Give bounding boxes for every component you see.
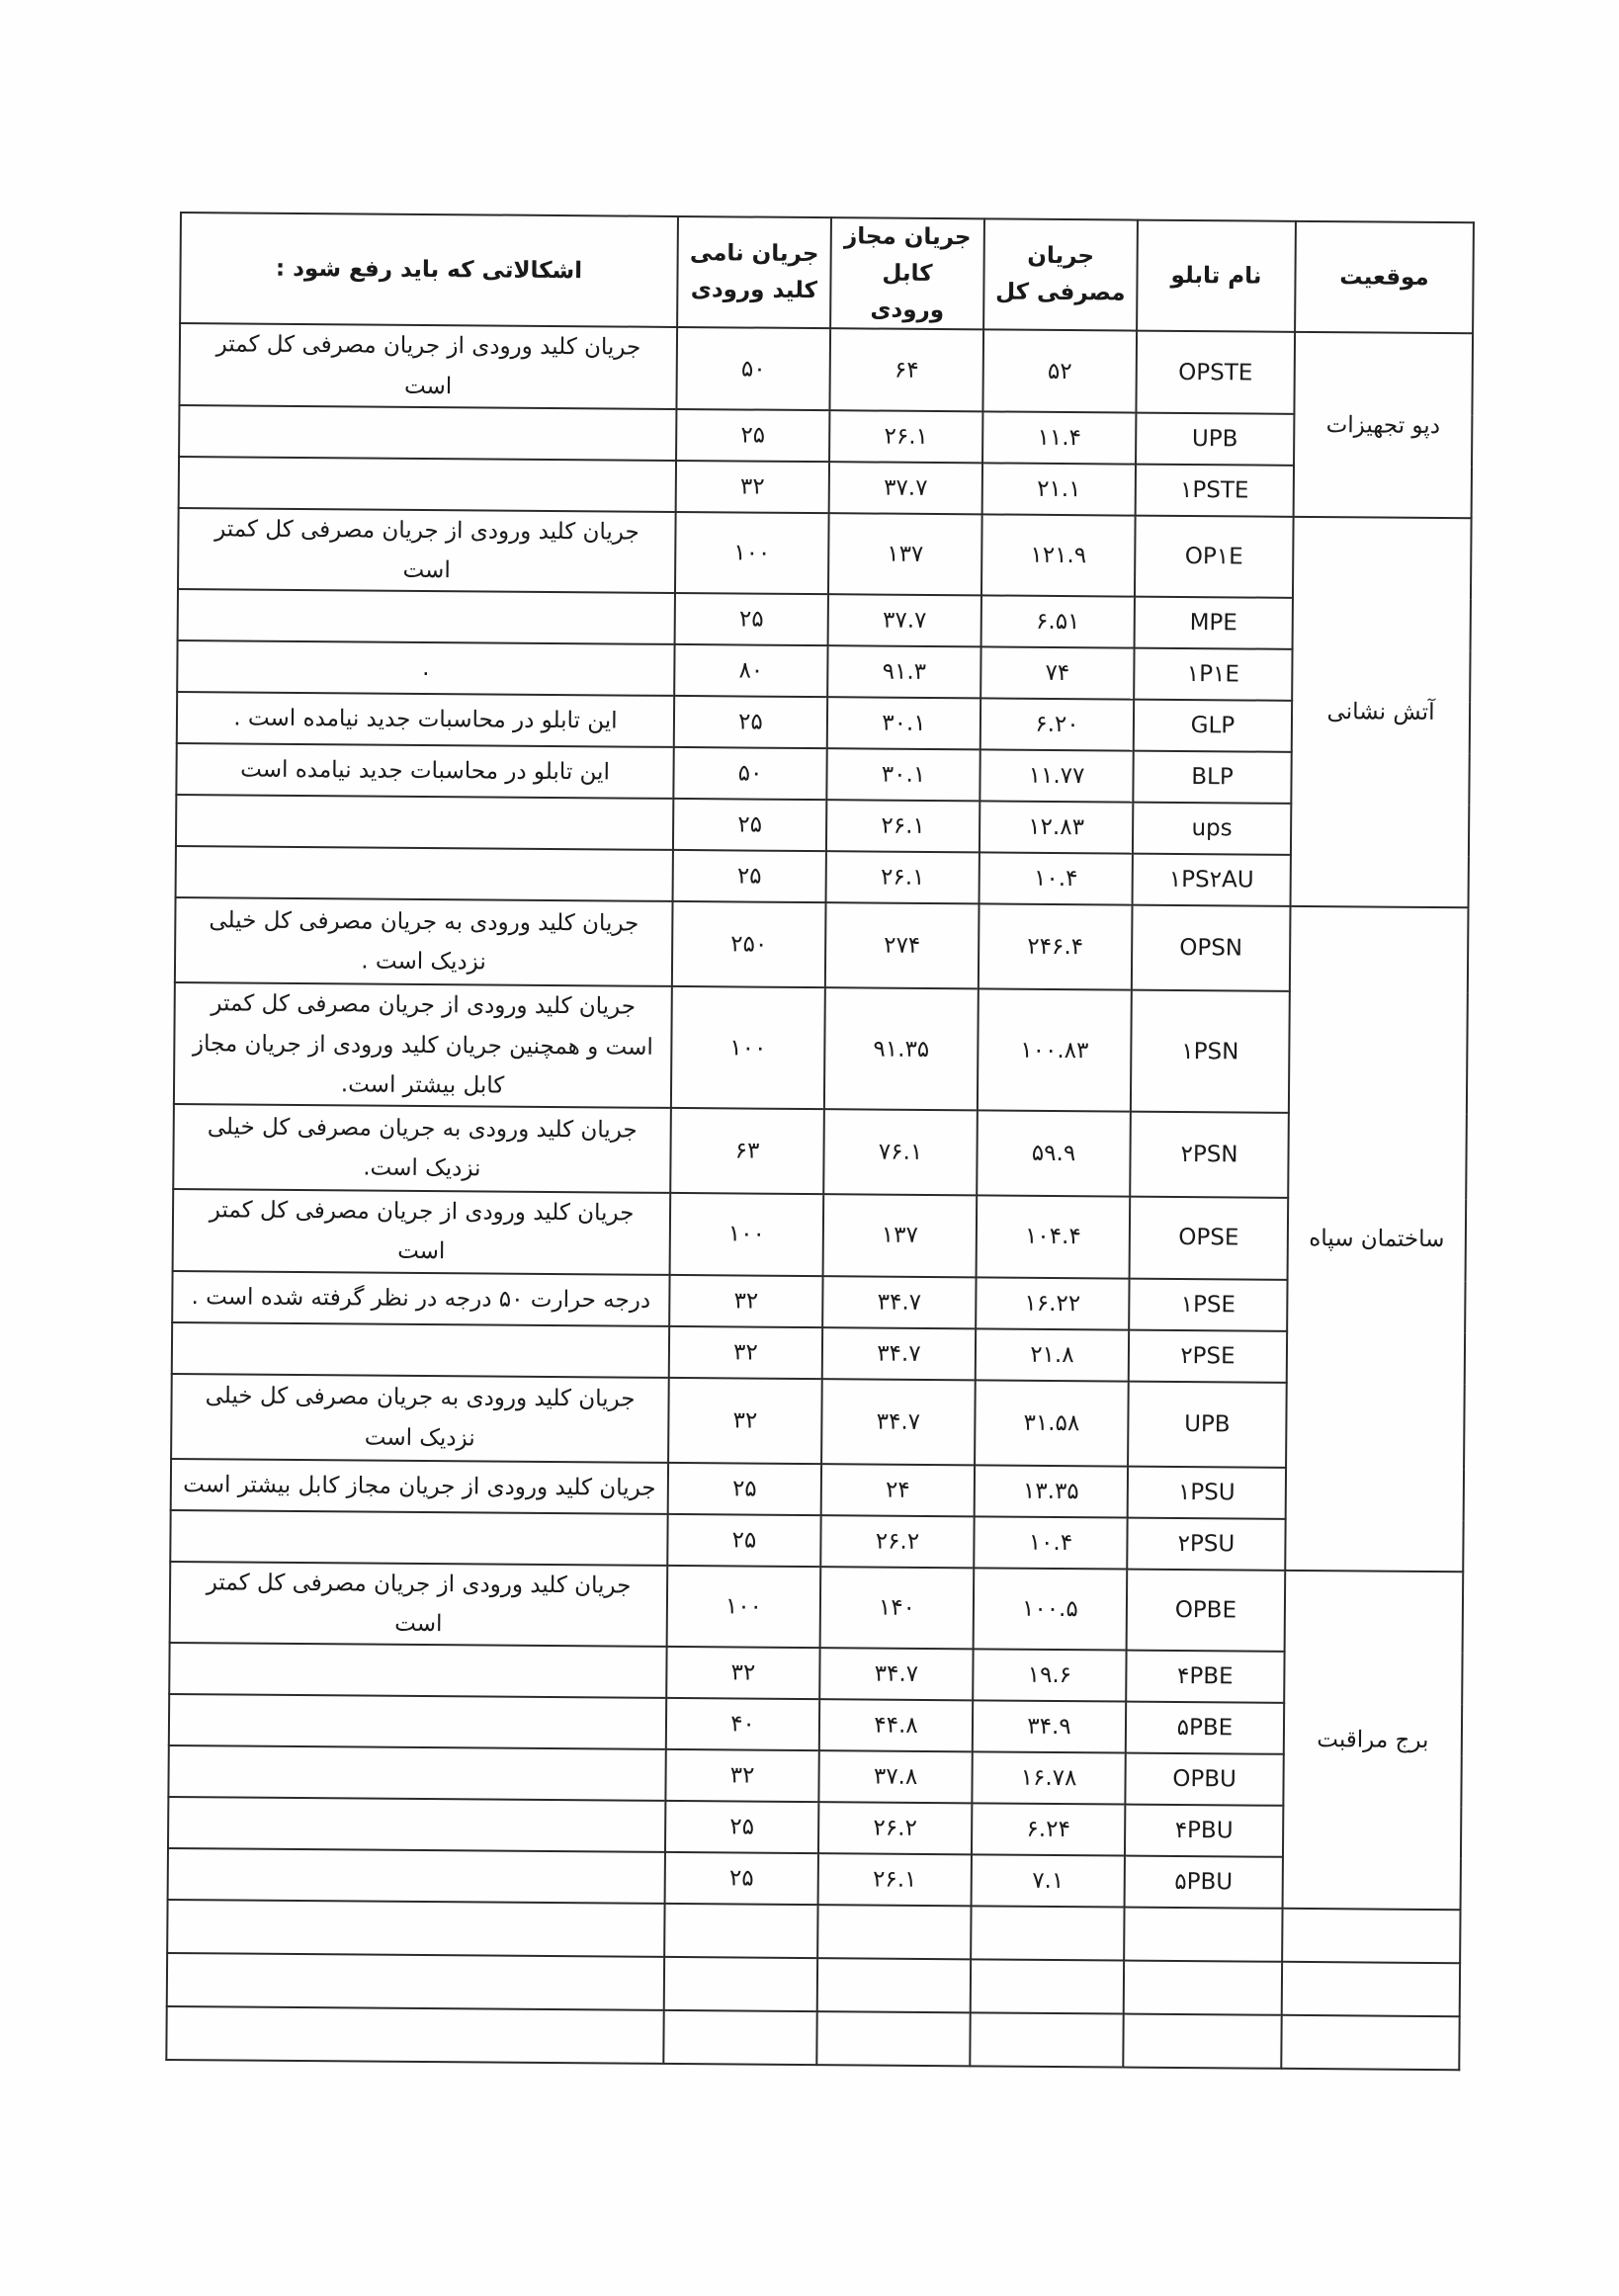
rated-current-cell: ۲۵ xyxy=(674,696,827,748)
panel-name-cell: ۱PSN xyxy=(1131,990,1290,1113)
empty-cell xyxy=(816,2011,970,2066)
rated-current-cell: ۴۰ xyxy=(666,1698,819,1750)
total-current-cell: ۱۶.۷۸ xyxy=(972,1751,1125,1804)
panel-name-cell: OPBE xyxy=(1127,1569,1286,1652)
rated-current-cell: ۲۵ xyxy=(667,1514,820,1567)
empty-cell xyxy=(663,2010,816,2065)
panel-name-cell: ۵PBU xyxy=(1125,1856,1283,1909)
issue-cell: جریان کلید ورودی از جریان مجاز کابل بیشتر است xyxy=(171,1459,668,1514)
cable-current-cell: ۲۶.۱ xyxy=(826,801,980,853)
cable-current-cell: ۷۶.۱ xyxy=(823,1109,978,1195)
rated-current-cell: ۲۵ xyxy=(676,409,829,462)
empty-cell xyxy=(970,2012,1123,2067)
issue-cell xyxy=(179,457,676,512)
rated-current-cell: ۵۰ xyxy=(673,747,826,800)
empty-cell xyxy=(817,1905,971,1959)
cable-current-cell: ۳۷.۸ xyxy=(818,1750,972,1803)
empty-cell xyxy=(971,1906,1124,1960)
panel-name-cell: ۱PSE xyxy=(1129,1278,1287,1330)
panel-name-cell: ۴PBU xyxy=(1125,1805,1283,1857)
table-row xyxy=(173,1104,1467,1199)
panel-name-cell: MPE xyxy=(1135,597,1293,649)
issue-cell xyxy=(168,1797,665,1852)
issue-cell: جریان کلید ورودی به جریان مصرفی کل خیلی نزدیک است xyxy=(171,1374,669,1463)
cable-current-cell: ۳۷.۷ xyxy=(829,462,982,514)
cable-current-cell: ۱۳۷ xyxy=(828,513,982,596)
total-current-cell: ۱۰۰.۵ xyxy=(974,1568,1128,1651)
panel-name-cell: UPB xyxy=(1136,412,1294,465)
cable-current-cell: ۲۶.۲ xyxy=(820,1515,974,1568)
total-current-cell: ۳۴.۹ xyxy=(973,1700,1126,1752)
cable-current-cell: ۱۴۰ xyxy=(820,1567,975,1650)
panel-name-cell: ۱P۱E xyxy=(1134,648,1292,701)
panel-name-cell: OPBU xyxy=(1125,1753,1283,1806)
total-current-cell: ۶.۲۴ xyxy=(972,1803,1125,1855)
rated-current-cell: ۳۲ xyxy=(676,461,829,513)
rated-current-cell: ۲۵ xyxy=(665,1801,818,1853)
panel-name-cell: UPB xyxy=(1128,1381,1287,1467)
issue-cell: این تابلو در محاسبات جدید نیامده است xyxy=(176,743,673,799)
empty-cell xyxy=(817,1958,971,2012)
rated-current-cell: ۱۰۰ xyxy=(675,512,829,595)
panel-name-cell: BLP xyxy=(1133,751,1291,804)
rated-current-cell: ۱۰۰ xyxy=(671,986,825,1109)
cable-current-cell: ۲۶.۲ xyxy=(818,1802,972,1854)
issue-cell: جریان کلید ورودی به جریان مصرفی کل خیلی نزدیک است . xyxy=(175,897,673,986)
empty-cell xyxy=(167,1953,664,2010)
panel-name-cell: ۲PSE xyxy=(1129,1329,1287,1382)
panel-name-cell: ۵PBE xyxy=(1126,1702,1284,1754)
empty-cell xyxy=(1282,1962,1460,2016)
table-row xyxy=(171,1374,1465,1469)
cable-current-cell: ۴۴.۸ xyxy=(819,1699,973,1751)
panel-name-cell: GLP xyxy=(1134,700,1292,752)
header-rated-current: جریان نامی کلید ورودی xyxy=(677,216,831,329)
rated-current-cell: ۳۲ xyxy=(668,1378,822,1464)
total-current-cell: ۱۳.۳۵ xyxy=(975,1465,1128,1517)
rated-current-cell: ۱۰۰ xyxy=(670,1193,824,1276)
total-current-cell: ۱۰.۴ xyxy=(974,1516,1127,1569)
issue-cell: جریان کلید ورودی از جریان مصرفی کل کمتر است xyxy=(170,1562,668,1647)
empty-cell xyxy=(971,1959,1124,2013)
issue-cell: . xyxy=(177,640,674,696)
total-current-cell: ۵۹.۹ xyxy=(977,1111,1131,1197)
location-cell: دپو تجهیزات xyxy=(1294,332,1473,518)
location-cell: آتش نشانی xyxy=(1291,517,1472,908)
cable-current-cell: ۳۰.۱ xyxy=(827,698,980,750)
rated-current-cell: ۲۵ xyxy=(668,1463,821,1515)
issue-cell xyxy=(169,1694,666,1749)
header-issues: اشکالاتی که باید رفع شود : xyxy=(180,213,678,327)
issue-cell xyxy=(176,795,673,850)
cable-current-cell: ۲۴ xyxy=(821,1464,975,1516)
total-current-cell: ۲۱.۸ xyxy=(976,1328,1129,1381)
empty-row xyxy=(166,2006,1459,2070)
empty-cell xyxy=(1281,2015,1459,2070)
issue-cell: جریان کلید ورودی به جریان مصرفی کل خیلی نزدیک است. xyxy=(173,1104,671,1193)
rated-current-cell: ۳۲ xyxy=(669,1275,822,1327)
cable-current-cell: ۳۴.۷ xyxy=(822,1276,976,1328)
cable-current-cell: ۹۱.۳ xyxy=(827,646,980,699)
cable-current-cell: ۱۳۷ xyxy=(823,1194,978,1277)
total-current-cell: ۲۱.۱ xyxy=(982,463,1136,515)
panel-name-cell: OPSTE xyxy=(1136,331,1295,414)
cable-current-cell: ۳۴.۷ xyxy=(821,1379,976,1465)
total-current-cell: ۶.۲۰ xyxy=(980,699,1134,751)
cable-current-cell: ۶۴ xyxy=(829,329,983,412)
cable-current-cell: ۳۴.۷ xyxy=(819,1648,973,1700)
empty-cell xyxy=(1123,2014,1281,2069)
total-current-cell: ۱۹.۶ xyxy=(973,1649,1126,1701)
panel-name-cell: ۲PSU xyxy=(1127,1517,1285,1570)
issue-cell: این تابلو در محاسبات جدید نیامده است . xyxy=(177,692,674,747)
panel-name-cell: ۴PBE xyxy=(1126,1651,1284,1703)
total-current-cell: ۱۰.۴ xyxy=(980,853,1133,905)
empty-cell xyxy=(664,1957,817,2011)
cable-current-cell: ۳۷.۷ xyxy=(828,595,981,647)
rated-current-cell: ۳۲ xyxy=(665,1749,818,1802)
header-cable-current: جریان مجاز کابل ورودی xyxy=(830,217,984,330)
issue-cell: جریان کلید ورودی از جریان مصرفی کل کمتر است و همچنین جریان کلید ورودی از جریان مجاز کابل بیشتر است. xyxy=(174,982,672,1108)
empty-cell xyxy=(167,1900,664,1957)
location-cell: ساختمان سپاه xyxy=(1285,906,1468,1572)
rated-current-cell: ۲۵ xyxy=(673,799,826,851)
empty-cell xyxy=(1282,1909,1460,1963)
empty-cell xyxy=(166,2006,663,2064)
panel-name-cell: OPSE xyxy=(1130,1197,1289,1280)
issue-cell xyxy=(168,1745,665,1801)
total-current-cell: ۱۲۱.۹ xyxy=(981,514,1136,597)
total-current-cell: ۳۱.۵۸ xyxy=(975,1380,1129,1466)
cable-current-cell: ۳۴.۷ xyxy=(822,1327,976,1380)
header-total-current: جریان مصرفی کل xyxy=(983,218,1138,331)
total-current-cell: ۱۱.۴ xyxy=(982,411,1136,464)
empty-cell xyxy=(1124,1961,1282,2015)
issue-cell: جریان کلید ورودی از جریان مصرفی کل کمتر است xyxy=(173,1189,671,1274)
header-panel-name: نام تابلو xyxy=(1137,220,1296,333)
rated-current-cell: ۲۵ xyxy=(675,593,828,645)
rated-current-cell: ۲۵ xyxy=(673,850,826,902)
panel-current-table xyxy=(165,212,1475,2071)
panel-name-cell: ۱PS۲AU xyxy=(1133,854,1291,906)
table-row xyxy=(170,1562,1464,1654)
issue-cell xyxy=(172,1322,669,1378)
total-current-cell: ۱۱.۷۷ xyxy=(980,750,1133,803)
table-row xyxy=(174,982,1468,1114)
cable-current-cell: ۹۱.۳۵ xyxy=(824,988,979,1111)
table-row xyxy=(178,508,1472,600)
rated-current-cell: ۲۵ xyxy=(665,1852,818,1905)
issue-cell: درجه حرارت ۵۰ درجه در نظر گرفته شده است . xyxy=(172,1271,669,1326)
panel-name-cell: ۱PSTE xyxy=(1136,464,1294,516)
panel-name-cell: ۲PSN xyxy=(1130,1112,1289,1198)
rated-current-cell: ۳۲ xyxy=(669,1326,822,1379)
total-current-cell: ۷.۱ xyxy=(972,1854,1125,1907)
panel-name-cell: OPSN xyxy=(1132,905,1291,991)
empty-cell xyxy=(1124,1908,1282,1962)
issue-cell: جریان کلید ورودی از جریان مصرفی کل کمتر است xyxy=(178,508,676,593)
total-current-cell: ۲۴۶.۴ xyxy=(979,904,1133,990)
issue-cell xyxy=(178,589,675,644)
panel-name-cell: ۱PSU xyxy=(1128,1466,1286,1518)
issue-cell: جریان کلید ورودی از جریان مصرفی کل کمتر است xyxy=(179,323,677,408)
total-current-cell: ۶.۵۱ xyxy=(981,596,1135,648)
rated-current-cell: ۵۰ xyxy=(676,327,830,410)
table-row xyxy=(173,1189,1467,1281)
location-cell: برج مراقبت xyxy=(1283,1570,1464,1910)
table-body xyxy=(166,323,1473,2070)
issue-cell xyxy=(176,846,673,901)
rated-current-cell: ۸۰ xyxy=(674,644,827,697)
header-location: موقعیت xyxy=(1295,221,1474,334)
cable-current-cell: ۲۶.۱ xyxy=(826,852,980,904)
total-current-cell: ۵۲ xyxy=(982,330,1137,413)
panel-name-cell: OP۱E xyxy=(1135,515,1294,598)
table-row xyxy=(179,323,1473,415)
rated-current-cell: ۱۰۰ xyxy=(667,1566,821,1649)
cable-current-cell: ۳۰.۱ xyxy=(826,749,980,802)
cable-current-cell: ۲۶.۱ xyxy=(818,1853,972,1906)
total-current-cell: ۱۲.۸۳ xyxy=(980,802,1133,854)
total-current-cell: ۱۰۰.۸۳ xyxy=(978,989,1132,1112)
issue-cell xyxy=(179,405,676,461)
rated-current-cell: ۶۳ xyxy=(670,1108,824,1194)
total-current-cell: ۱۰۴.۴ xyxy=(977,1196,1131,1279)
cable-current-cell: ۲۶.۱ xyxy=(829,410,982,463)
issue-cell xyxy=(170,1510,667,1566)
total-current-cell: ۱۶.۲۲ xyxy=(976,1277,1129,1329)
rated-current-cell: ۳۲ xyxy=(666,1647,819,1699)
issue-cell xyxy=(168,1848,665,1904)
total-current-cell: ۷۴ xyxy=(980,647,1134,700)
rated-current-cell: ۲۵۰ xyxy=(672,901,826,987)
cable-current-cell: ۲۷۴ xyxy=(825,903,980,989)
table-row xyxy=(175,897,1469,992)
empty-cell xyxy=(664,1904,817,1958)
issue-cell xyxy=(169,1643,666,1698)
panel-name-cell: ups xyxy=(1133,803,1291,855)
